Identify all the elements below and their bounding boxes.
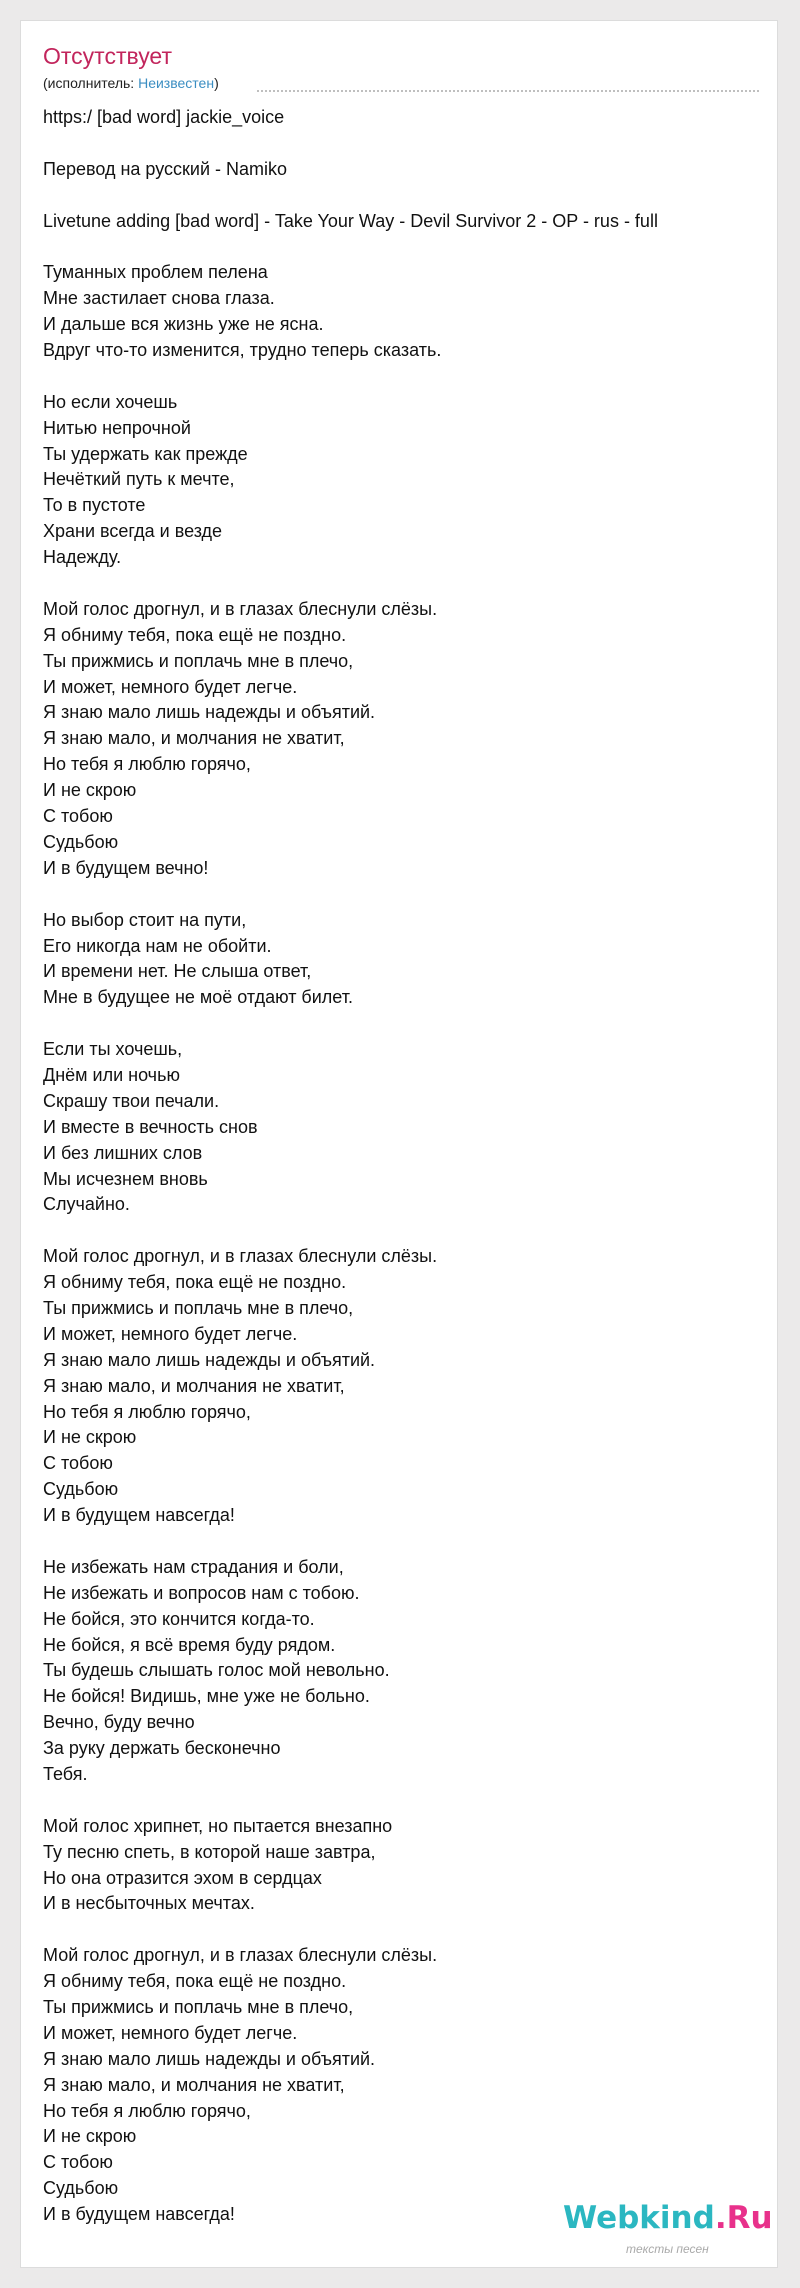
lyric-line: Судьбою [43,1479,119,1500]
lyric-line: Нитью непрочной [43,417,191,438]
lyric-line: И не скрою [43,780,137,801]
lyric-line: Я знаю мало лишь надежды и объятий. [43,702,376,723]
lyric-blank-line [43,1218,768,1244]
lyric-line: И без лишних слов [43,1142,203,1163]
lyric-line: С тобою [43,1453,113,1474]
lyric-line: Перевод на русский - Namiko [43,158,288,179]
lyric-line: Не бойся, это кончится когда-то. [43,1608,315,1629]
lyric-line: Но если хочешь [43,391,178,412]
lyric-blank-line [43,131,768,157]
logo-wordmark [563,2200,773,2236]
lyric-line: И в будущем вечно! [43,857,209,878]
artist-link[interactable]: Неизвестен [138,75,215,91]
lyric-line: Ты удержать как прежде [43,443,248,464]
lyric-line: Мне в будущее не моё отдают билет. [43,987,353,1008]
lyric-line: Мой голос дрогнул, и в глазах блеснули слёзы. [43,1246,438,1267]
site-logo[interactable] [563,2200,773,2263]
lyric-line: Храни всегда и везде [43,521,223,542]
lyric-line: Ты будешь слышать голос мой невольно. [43,1660,390,1681]
lyric-line: Ты прижмись и поплачь мне в плечо, [43,1297,354,1318]
lyric-line: Мы исчезнем вновь [43,1168,208,1189]
lyric-line: Не избежать и вопросов нам с тобою. [43,1582,360,1603]
lyric-line: Я обниму тебя, пока ещё не поздно. [43,1971,347,1992]
lyric-line: И может, немного будет легче. [43,2022,298,2043]
lyric-line: Его никогда нам не обойти. [43,935,272,956]
lyric-blank-line [43,1788,768,1814]
lyric-line: С тобою [43,2152,113,2173]
lyric-line: Но тебя я люблю горячо, [43,2100,251,2121]
lyric-line: Но тебя я люблю горячо, [43,1401,251,1422]
lyric-line: И может, немного будет легче. [43,676,298,697]
lyric-blank-line [43,882,768,908]
lyric-line: Тебя. [43,1764,88,1784]
logo-tagline: тексты песен [626,2242,709,2256]
lyric-line: И в будущем навсегда! [43,1505,235,1526]
lyric-line: Вдруг что-то изменится, трудно теперь сказать. [43,340,442,361]
lyric-line: Туманных проблем пелена [43,262,268,283]
lyric-line: Я знаю мало лишь надежды и объятий. [43,1349,376,1370]
lyric-line: Не избежать нам страдания и боли, [43,1556,344,1577]
lyric-line: Скрашу твои печали. [43,1090,220,1111]
lyric-line: Мой голос дрогнул, и в глазах блеснули слёзы. [43,1945,438,1966]
dotted-divider [257,90,759,92]
lyric-line: Ту песню спеть, в которой наше завтра, [43,1841,376,1862]
lyric-line: Я знаю мало, и молчания не хватит, [43,2074,345,2095]
lyric-line: То в пустоте [43,495,146,516]
lyric-line: С тобою [43,806,113,827]
lyric-line: Надежду. [43,547,122,568]
lyric-line: Livetune adding [bad word] - Take Your Way - Devil Survivor 2 - OP - rus - full [43,210,658,231]
lyric-line: И может, немного будет легче. [43,1323,298,1344]
lyric-line: Нечёткий путь к мечте, [43,469,235,490]
lyric-line: Я обниму тебя, пока ещё не поздно. [43,1272,347,1293]
lyric-line: Ты прижмись и поплачь мне в плечо, [43,1997,354,2018]
lyric-line: И времени нет. Не слыша ответ, [43,961,312,982]
lyric-line: И не скрою [43,1427,137,1448]
lyric-line: Вечно, буду вечно [43,1712,195,1733]
lyric-line: И в будущем навсегда! [43,2204,235,2225]
lyric-line: Не бойся! Видишь, мне уже не больно. [43,1686,370,1707]
lyric-line: И вместе в вечность снов [43,1116,258,1137]
lyric-line: Мой голос хрипнет, но пытается внезапно [43,1815,393,1836]
lyric-line: И дальше вся жизнь уже не ясна. [43,314,324,335]
lyric-line: За руку держать бесконечно [43,1738,281,1759]
song-title: Отсутствует [43,43,172,69]
lyrics-text [43,105,768,2228]
artist-line [43,75,219,91]
artist-prefix: (исполнитель: [43,75,139,91]
lyric-line: Случайно. [43,1194,130,1215]
lyric-blank-line [43,1011,768,1037]
lyric-line: Мне застилает снова глаза. [43,288,275,309]
lyric-line: Не бойся, я всё время буду рядом. [43,1634,336,1655]
lyric-line: Судьбою [43,831,119,852]
logo-tld: .Ru [714,2200,773,2236]
lyric-blank-line [43,1917,768,1943]
lyric-line: Я знаю мало лишь надежды и объятий. [43,2048,376,2069]
lyric-line: https:/ [bad word] jackie_voice [43,107,285,127]
lyric-blank-line [43,364,768,390]
lyric-line: Я знаю мало, и молчания не хватит, [43,1375,345,1396]
lyric-line: Мой голос дрогнул, и в глазах блеснули слёзы. [43,598,438,619]
lyric-blank-line [43,1529,768,1555]
lyric-line: Я обниму тебя, пока ещё не поздно. [43,624,347,645]
lyric-line: Днём или ночью [43,1064,180,1085]
lyric-line: И не скрою [43,2126,137,2147]
lyric-blank-line [43,571,768,597]
lyric-line: И в несбыточных мечтах. [43,1893,255,1914]
lyric-line: Но тебя я люблю горячо, [43,754,251,775]
lyrics-card [20,20,778,2268]
artist-suffix: ) [214,75,219,91]
lyric-line: Ты прижмись и поплачь мне в плечо, [43,650,354,671]
lyric-blank-line [43,234,768,260]
lyric-blank-line [43,183,768,209]
lyric-line: Если ты хочешь, [43,1039,183,1060]
lyric-line: Но выбор стоит на пути, [43,909,247,930]
lyric-line: Я знаю мало, и молчания не хватит, [43,728,345,749]
lyric-line: Судьбою [43,2178,119,2199]
logo-main-text: Webkind [563,2200,715,2236]
lyric-line: Но она отразится эхом в сердцах [43,1867,322,1888]
